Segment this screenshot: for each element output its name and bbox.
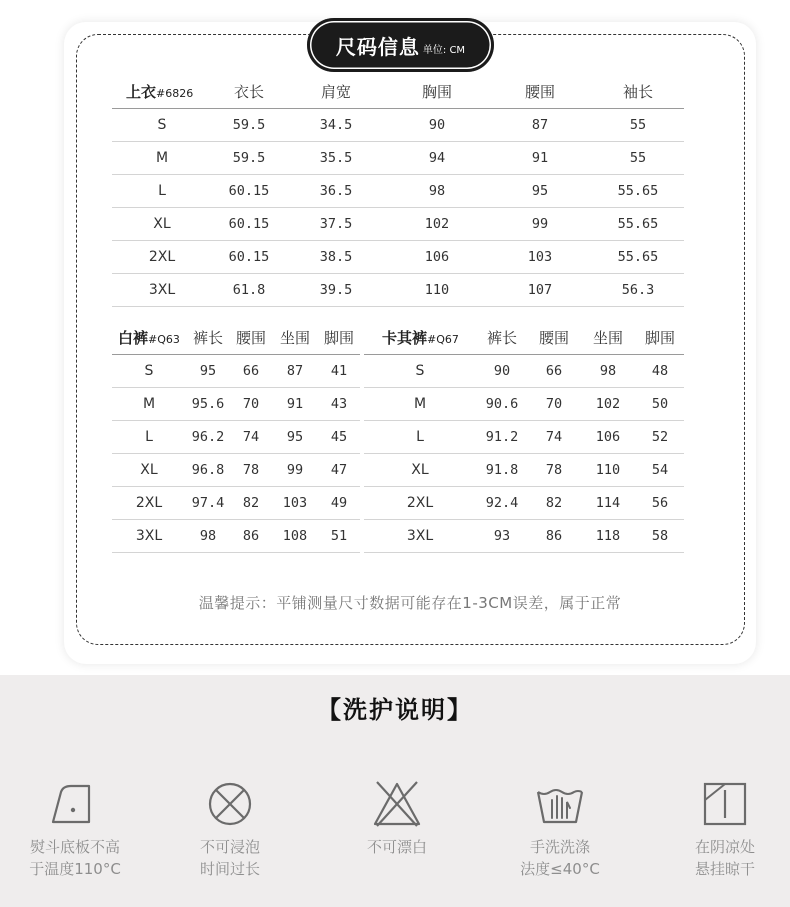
measurement-cell: 92.4 xyxy=(476,486,528,519)
measurement-cell: 48 xyxy=(636,354,684,387)
measurement-cell: 98 xyxy=(386,174,488,207)
header-cell: 脚围 xyxy=(636,321,684,354)
measurement-cell: 43 xyxy=(318,387,360,420)
size-cell: 2XL xyxy=(112,240,212,273)
table-row xyxy=(364,387,684,420)
size-cell: 3XL xyxy=(112,273,212,306)
measurement-cell: 56.3 xyxy=(592,273,684,306)
measurement-cell: 90.6 xyxy=(476,387,528,420)
size-title: 尺码信息 xyxy=(335,34,420,59)
table-row xyxy=(112,108,684,141)
measurement-cell: 91 xyxy=(488,141,592,174)
measurement-cell: 78 xyxy=(528,453,580,486)
no-soak-icon xyxy=(200,778,260,830)
care-item-shade-dry xyxy=(655,778,790,880)
care-item-iron xyxy=(5,778,145,880)
care-text: 手洗洗涤 法度≤40°C xyxy=(520,838,600,878)
care-text: 不可漂白 xyxy=(366,838,427,856)
measurement-cell: 87 xyxy=(488,108,592,141)
measurement-cell: 103 xyxy=(488,240,592,273)
header-cell: 脚围 xyxy=(318,321,360,354)
measurement-cell: 106 xyxy=(386,240,488,273)
header-cell: 裤长 xyxy=(186,321,230,354)
table-row xyxy=(364,453,684,486)
care-item-no-bleach xyxy=(327,778,467,858)
size-cell: 3XL xyxy=(112,519,186,552)
header-cell: 裤长 xyxy=(476,321,528,354)
header-cell: 坐围 xyxy=(272,321,318,354)
table-header-row xyxy=(364,321,684,354)
measurement-cell: 41 xyxy=(318,354,360,387)
header-cell: 卡其裤#Q67 xyxy=(364,321,476,354)
size-cell: 2XL xyxy=(112,486,186,519)
header-cell: 衣长 xyxy=(212,76,286,108)
table-row xyxy=(112,354,360,387)
measurement-cell: 82 xyxy=(528,486,580,519)
header-cell: 腰围 xyxy=(488,76,592,108)
measurement-cell: 54 xyxy=(636,453,684,486)
table-row xyxy=(112,240,684,273)
table-header-row xyxy=(112,321,360,354)
table-row xyxy=(112,174,684,207)
measurement-cell: 86 xyxy=(528,519,580,552)
table-row xyxy=(112,141,684,174)
measurement-cell: 58 xyxy=(636,519,684,552)
measurement-cell: 35.5 xyxy=(286,141,386,174)
size-cell: M xyxy=(112,387,186,420)
size-cell: XL xyxy=(112,207,212,240)
measurement-cell: 102 xyxy=(580,387,636,420)
measurement-cell: 60.15 xyxy=(212,207,286,240)
measurement-cell: 87 xyxy=(272,354,318,387)
table-header-row xyxy=(112,76,684,108)
header-cell: 白裤#Q63 xyxy=(112,321,186,354)
measurement-cell: 99 xyxy=(272,453,318,486)
measurement-cell: 90 xyxy=(476,354,528,387)
measurement-cell: 93 xyxy=(476,519,528,552)
table-row xyxy=(364,354,684,387)
table-row xyxy=(112,453,360,486)
measurement-cell: 103 xyxy=(272,486,318,519)
measurement-cell: 99 xyxy=(488,207,592,240)
header-cell: 上衣#6826 xyxy=(112,76,212,108)
measurement-cell: 74 xyxy=(230,420,272,453)
measurement-cell: 66 xyxy=(230,354,272,387)
header-cell: 腰围 xyxy=(528,321,580,354)
measurement-cell: 107 xyxy=(488,273,592,306)
measurement-cell: 55 xyxy=(592,141,684,174)
measurement-cell: 96.8 xyxy=(186,453,230,486)
size-cell: 3XL xyxy=(364,519,476,552)
measurement-cell: 70 xyxy=(230,387,272,420)
size-cell: XL xyxy=(112,453,186,486)
measurement-cell: 86 xyxy=(230,519,272,552)
measurement-cell: 50 xyxy=(636,387,684,420)
white-pants-table xyxy=(112,321,360,553)
table-row xyxy=(112,207,684,240)
size-cell: L xyxy=(112,420,186,453)
iron-icon xyxy=(45,778,105,830)
measurement-cell: 55.65 xyxy=(592,240,684,273)
measurement-cell: 95 xyxy=(488,174,592,207)
hand-wash-icon xyxy=(530,778,590,830)
table-row xyxy=(112,273,684,306)
measurement-cell: 49 xyxy=(318,486,360,519)
header-cell: 胸围 xyxy=(386,76,488,108)
table-row xyxy=(112,420,360,453)
unit-label: 单位: CM xyxy=(422,44,466,56)
measurement-cell: 74 xyxy=(528,420,580,453)
measurement-cell: 47 xyxy=(318,453,360,486)
size-cell: M xyxy=(112,141,212,174)
measurement-cell: 95 xyxy=(186,354,230,387)
measurement-cell: 106 xyxy=(580,420,636,453)
measurement-cell: 95.6 xyxy=(186,387,230,420)
measurement-cell: 37.5 xyxy=(286,207,386,240)
measurement-cell: 95 xyxy=(272,420,318,453)
care-item-no-soak xyxy=(160,778,300,880)
size-cell: S xyxy=(112,354,186,387)
size-cell: L xyxy=(112,174,212,207)
measurement-cell: 66 xyxy=(528,354,580,387)
measurement-cell: 36.5 xyxy=(286,174,386,207)
care-item-hand-wash xyxy=(490,778,630,880)
size-cell: XL xyxy=(364,453,476,486)
measurement-cell: 45 xyxy=(318,420,360,453)
care-text: 熨斗底板不高 于温度110°C xyxy=(29,838,121,878)
size-cell: M xyxy=(364,387,476,420)
care-text: 在阴凉处 悬挂晾干 xyxy=(694,838,755,878)
size-cell: S xyxy=(112,108,212,141)
measurement-cell: 59.5 xyxy=(212,108,286,141)
header-cell: 坐围 xyxy=(580,321,636,354)
measurement-cell: 108 xyxy=(272,519,318,552)
header-cell: 肩宽 xyxy=(286,76,386,108)
size-cell: L xyxy=(364,420,476,453)
measurement-cell: 90 xyxy=(386,108,488,141)
measurement-cell: 78 xyxy=(230,453,272,486)
care-text: 不可浸泡 时间过长 xyxy=(199,838,260,878)
measurement-cell: 110 xyxy=(580,453,636,486)
measurement-cell: 60.15 xyxy=(212,174,286,207)
measurement-cell: 97.4 xyxy=(186,486,230,519)
measurement-cell: 59.5 xyxy=(212,141,286,174)
top-size-table xyxy=(112,76,684,307)
no-bleach-icon xyxy=(367,778,427,830)
measurement-cell: 98 xyxy=(580,354,636,387)
measurement-cell: 91.2 xyxy=(476,420,528,453)
measurement-cell: 110 xyxy=(386,273,488,306)
measurement-cell: 98 xyxy=(186,519,230,552)
measurement-cell: 114 xyxy=(580,486,636,519)
measurement-cell: 118 xyxy=(580,519,636,552)
measurement-cell: 51 xyxy=(318,519,360,552)
measurement-cell: 94 xyxy=(386,141,488,174)
measurement-cell: 91.8 xyxy=(476,453,528,486)
size-cell: S xyxy=(364,354,476,387)
measurement-cell: 60.15 xyxy=(212,240,286,273)
measurement-cell: 70 xyxy=(528,387,580,420)
table-row xyxy=(364,486,684,519)
measurement-tip: 温馨提示：平铺测量尺寸数据可能存在1-3CM误差，属于正常 xyxy=(198,594,622,612)
measurement-cell: 55.65 xyxy=(592,174,684,207)
measurement-cell: 38.5 xyxy=(286,240,386,273)
measurement-cell: 55.65 xyxy=(592,207,684,240)
table-row xyxy=(112,387,360,420)
khaki-pants-table xyxy=(364,321,684,553)
measurement-cell: 39.5 xyxy=(286,273,386,306)
table-row xyxy=(364,519,684,552)
measurement-cell: 102 xyxy=(386,207,488,240)
table-row xyxy=(112,486,360,519)
measurement-cell: 96.2 xyxy=(186,420,230,453)
measurement-cell: 61.8 xyxy=(212,273,286,306)
care-title: 【洗护说明】 xyxy=(317,696,473,724)
table-row xyxy=(112,519,360,552)
measurement-cell: 82 xyxy=(230,486,272,519)
size-cell: 2XL xyxy=(364,486,476,519)
measurement-cell: 34.5 xyxy=(286,108,386,141)
measurement-cell: 91 xyxy=(272,387,318,420)
measurement-cell: 52 xyxy=(636,420,684,453)
measurement-cell: 56 xyxy=(636,486,684,519)
shade-dry-icon xyxy=(695,778,755,830)
table-row xyxy=(364,420,684,453)
header-cell: 袖长 xyxy=(592,76,684,108)
size-title-badge xyxy=(307,18,494,72)
header-cell: 腰围 xyxy=(230,321,272,354)
measurement-cell: 55 xyxy=(592,108,684,141)
